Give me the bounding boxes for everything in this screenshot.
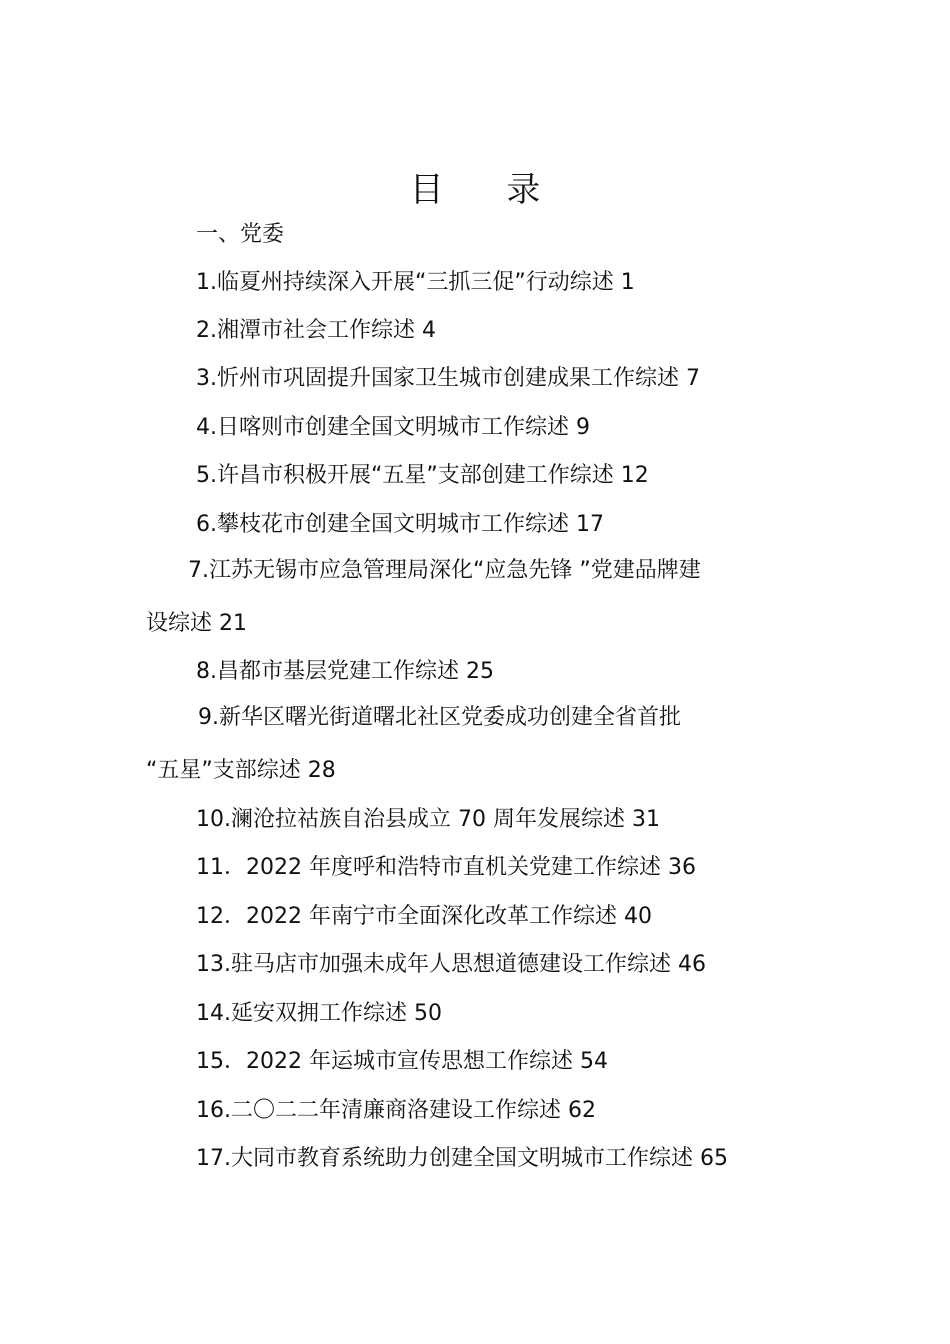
- toc-entry: 8.昌都市基层党建工作综述 25: [196, 659, 494, 684]
- toc-entry: 15．2022 年运城市宣传思想工作综述 54: [196, 1049, 608, 1074]
- toc-entry: 14.延安双拥工作综述 50: [196, 1001, 442, 1026]
- toc-entry: 1.临夏州持续深入开展“三抓三促”行动综述 1: [196, 270, 635, 295]
- toc-entry: 2.湘潭市社会工作综述 4: [196, 318, 436, 343]
- toc-entry: 11．2022 年度呼和浩特市直机关党建工作综述 36: [196, 855, 696, 880]
- toc-entry: 4.日喀则市创建全国文明城市工作综述 9: [196, 415, 590, 440]
- toc-entry: 12．2022 年南宁市全面深化改革工作综述 40: [196, 904, 652, 929]
- toc-entry: 9.新华区曙光街道曙北社区党委成功创建全省首批: [198, 705, 681, 730]
- toc-entry-continuation: 设综述 21: [146, 611, 247, 636]
- toc-entry-continuation: “五星”支部综述 28: [146, 758, 336, 783]
- toc-entry: 5.许昌市积极开展“五星”支部创建工作综述 12: [196, 463, 649, 488]
- section-heading: 一、党委: [196, 222, 285, 247]
- toc-entry: 17.大同市教育系统助力创建全国文明城市工作综述 65: [196, 1146, 728, 1171]
- toc-entry: 10.澜沧拉祜族自治县成立 70 周年发展综述 31: [196, 807, 660, 832]
- toc-entry: 13.驻马店市加强未成年人思想道德建设工作综述 46: [196, 952, 706, 977]
- toc-entry: 3.忻州市巩固提升国家卫生城市创建成果工作综述 7: [196, 366, 700, 391]
- toc-entry: 6.攀枝花市创建全国文明城市工作综述 17: [196, 512, 604, 537]
- toc-entry: 7.江苏无锡市应急管理局深化“应急先锋 ”党建品牌建: [188, 558, 701, 583]
- toc-entry: 16.二〇二二年清廉商洛建设工作综述 62: [196, 1098, 596, 1123]
- page-title: 目 录: [409, 170, 567, 210]
